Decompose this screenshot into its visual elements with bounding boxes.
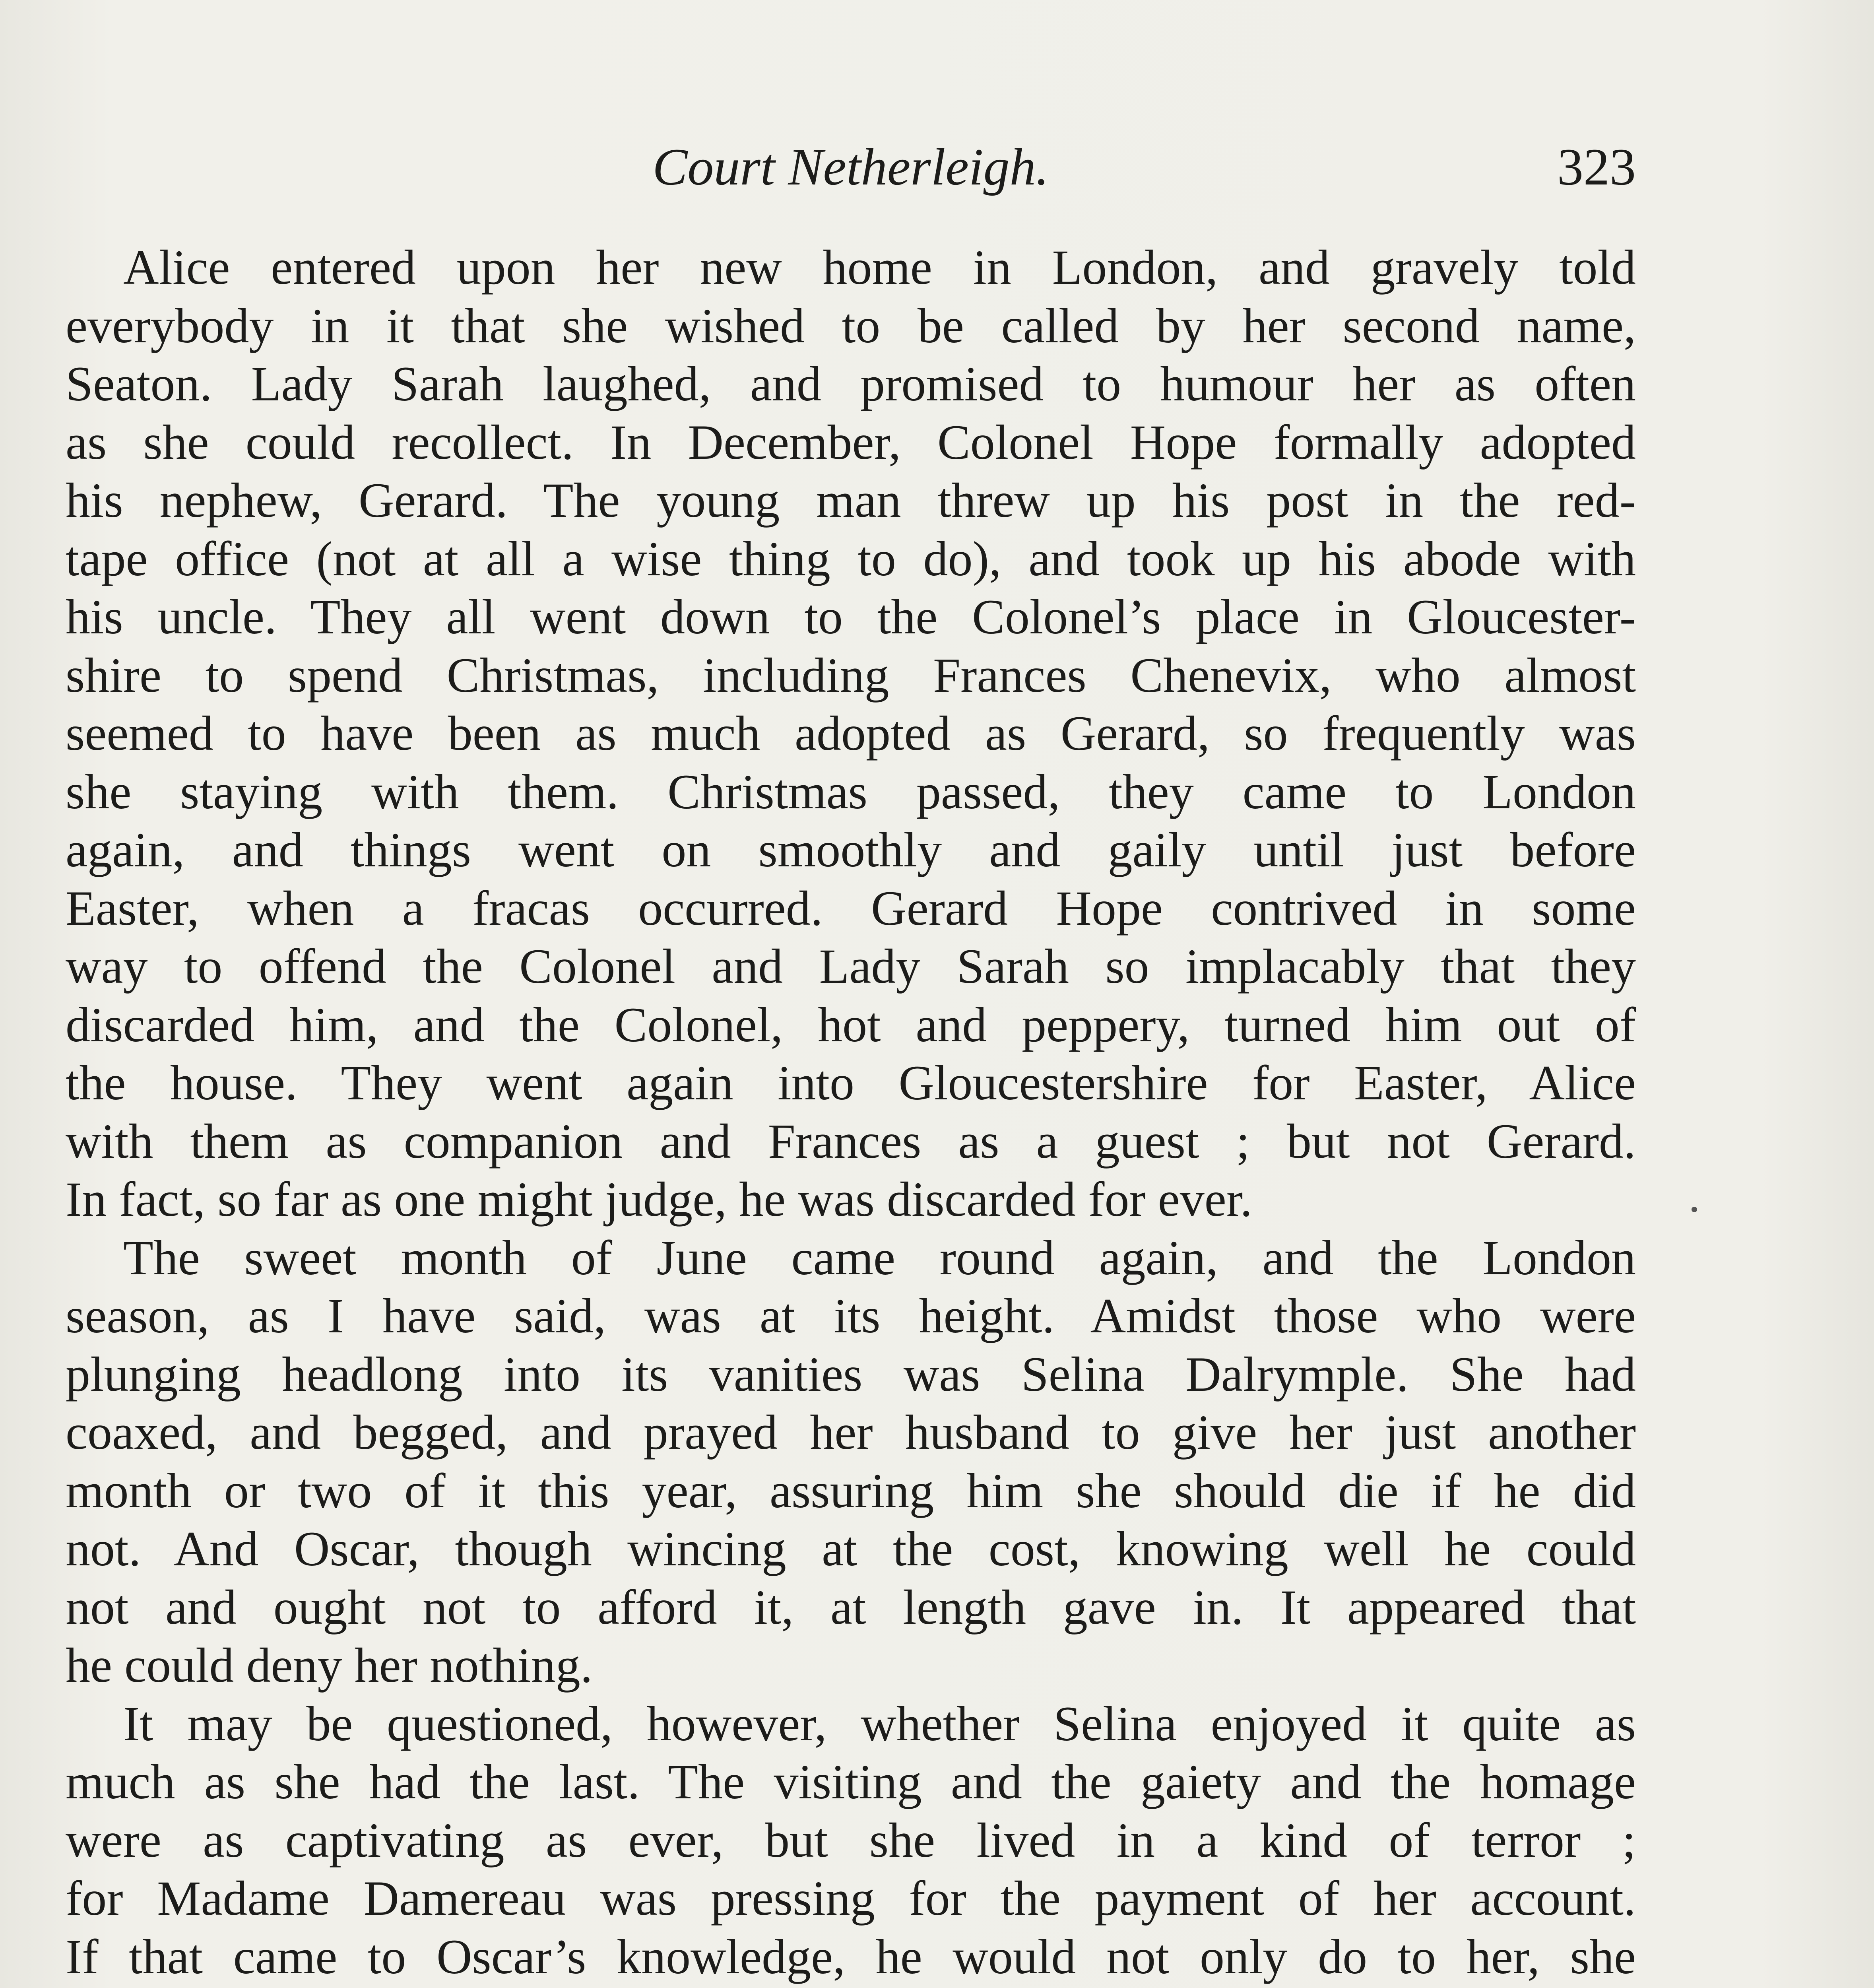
text-line: shire to spend Christmas, including Frances Chenevix, who almost (66, 648, 1636, 703)
text-line: tape office (not at all a wise thing to do), and took up his abode with (66, 531, 1636, 586)
text-line: she staying with them. Christmas passed, they came to London (66, 764, 1636, 819)
ink-speck (1692, 1207, 1697, 1212)
text-line: his uncle. They all went down to the Colonel’s place in Gloucester- (66, 590, 1636, 644)
text-line: the house. They went again into Gloucestershire for Easter, Alice (66, 1056, 1636, 1110)
text-line: discarded him, and the Colonel, hot and peppery, turned him out of (66, 997, 1636, 1052)
text-line: Seaton. Lady Sarah laughed, and promised to humour her as often (66, 357, 1636, 411)
text-line: as she could recollect. In December, Colonel Hope formally adopted (66, 415, 1636, 470)
text-line: seemed to have been as much adopted as Gerard, so frequently was (66, 706, 1636, 761)
text-line: again, and things went on smoothly and gaily until just before (66, 823, 1636, 877)
page-header (66, 127, 1636, 207)
body-text (66, 239, 1636, 1988)
text-line: month or two of it this year, assuring him she should die if he did (66, 1463, 1636, 1518)
page-number: 323 (1557, 138, 1636, 196)
text-line: Alice entered upon her new home in London, and gravely told (123, 240, 1636, 295)
text-line: way to offend the Colonel and Lady Sarah so implacably that they (66, 939, 1636, 994)
text-line: If that came to Oscar’s knowledge, he would not only do to her, she (66, 1929, 1636, 1984)
text-line: In fact, so far as one might judge, he was discarded for ever. (66, 1172, 1253, 1227)
text-line: he could deny her nothing. (66, 1638, 593, 1693)
text-line: his nephew, Gerard. The young man threw up his post in the red- (66, 473, 1636, 528)
text-line: Easter, when a fracas occurred. Gerard Hope contrived in some (66, 881, 1636, 936)
text-line (66, 1986, 1636, 1988)
text-line: everybody in it that she wished to be called by her second name, (66, 298, 1636, 353)
text-line: It may be questioned, however, whether Selina enjoyed it quite as (123, 1696, 1636, 1751)
text-line: not and ought not to afford it, at length gave in. It appeared that (66, 1580, 1636, 1635)
text-line: coaxed, and begged, and prayed her husband to give her just another (66, 1405, 1636, 1460)
text-line: plunging headlong into its vanities was Selina Dalrymple. She had (66, 1347, 1636, 1402)
text-line: with them as companion and Frances as a guest ; but not Gerard. (66, 1114, 1636, 1169)
text-line: much as she had the last. The visiting and the gaiety and the homage (66, 1755, 1636, 1809)
text-line: The sweet month of June came round again, and the London (123, 1230, 1636, 1285)
text-line: season, as I have said, was at its height. Amidst those who were (66, 1289, 1636, 1343)
running-title: Court Netherleigh. (652, 138, 1049, 196)
text-line: for Madame Damereau was pressing for the payment of her account. (66, 1871, 1636, 1926)
text-line: not. And Oscar, though wincing at the cost, knowing well he could (66, 1522, 1636, 1576)
text-line: were as captivating as ever, but she lived in a kind of terror ; (66, 1813, 1636, 1868)
